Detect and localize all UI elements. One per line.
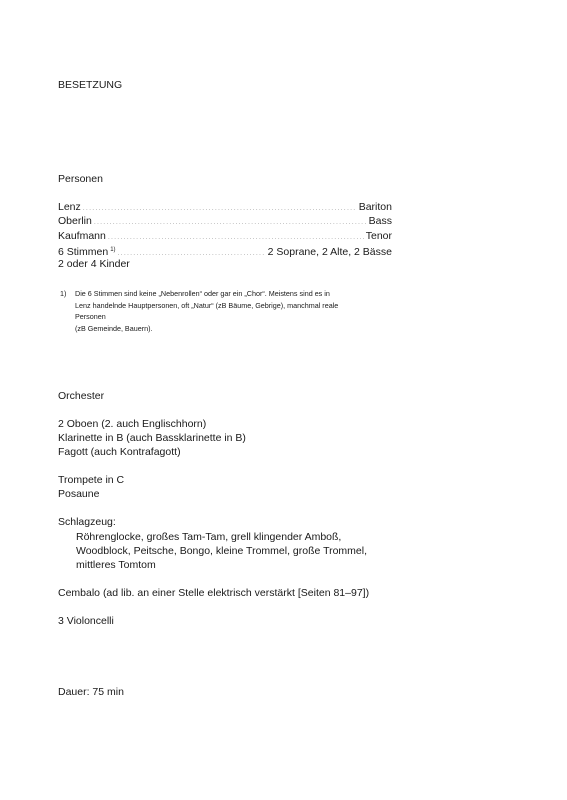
footnote-number: 1): [60, 289, 67, 298]
cast-voice: 2 Soprane, 2 Alte, 2 Bässe: [267, 245, 392, 258]
cast-voice: Bass: [368, 215, 392, 228]
dot-leader: [83, 202, 357, 216]
orchester-heading: Orchester: [58, 390, 105, 402]
cast-row: [58, 200, 392, 214]
personen-heading: Personen: [58, 173, 103, 185]
cast-voice: Tenor: [365, 229, 392, 242]
dot-leader: [108, 231, 364, 245]
footnote-line: Die 6 Stimmen sind keine „Nebenrollen“ oder gar ein „Chor“. Meistens sind es in: [75, 289, 330, 298]
instrument-line: Posaune: [58, 488, 100, 500]
footnote: [58, 288, 392, 334]
cast-row: [58, 214, 392, 228]
cast-extra: 2 oder 4 Kinder: [58, 258, 130, 271]
cast-name-text: 6 Stimmen: [58, 245, 109, 258]
instrument-line: Klarinette in B (auch Bassklarinette in B): [58, 432, 246, 444]
cast-voice: Bariton: [358, 201, 392, 213]
cast-row: [58, 229, 392, 243]
cast-name: Lenz: [58, 201, 81, 213]
percussion-line: mittleres Tomtom: [76, 559, 156, 571]
footnote-line: (zB Gemeinde, Bauern).: [75, 323, 153, 333]
footnote-mark: 1): [110, 246, 116, 253]
footnote-line: Personen: [75, 312, 106, 321]
instrument-line: 2 Oboen (2. auch Englischhorn): [58, 418, 207, 430]
instrument-line: Cembalo (ad lib. an einer Stelle elektrisch verstärkt [Seiten 81–97]): [58, 587, 370, 599]
footnote-line: Lenz handelnde Hauptpersonen, oft „Natur“ (zB Bäume, Gebrige), manchmal reale: [75, 300, 339, 310]
cast-name: Kaufmann: [58, 229, 106, 242]
dot-leader: [94, 216, 367, 230]
duration: Dauer: 75 min: [58, 686, 124, 698]
instrument-line: Fagott (auch Kontrafagott): [58, 446, 181, 458]
page-heading: BESETZUNG: [58, 79, 123, 91]
instrument-line: 3 Violoncelli: [58, 615, 114, 627]
cast-name: Oberlin: [58, 215, 92, 228]
dot-leader: [118, 247, 266, 261]
instrument-line: Trompete in C: [58, 474, 125, 486]
footnote-body: [75, 288, 392, 334]
percussion-line: Röhrenglocke, großes Tam-Tam, grell klingender Amboß,: [76, 531, 342, 543]
cast-list: [58, 200, 392, 271]
cast-row: [58, 243, 392, 257]
percussion-line: Woodblock, Peitsche, Bongo, kleine Trommel, große Trommel,: [76, 545, 368, 557]
percussion-heading: Schlagzeug:: [58, 516, 116, 528]
